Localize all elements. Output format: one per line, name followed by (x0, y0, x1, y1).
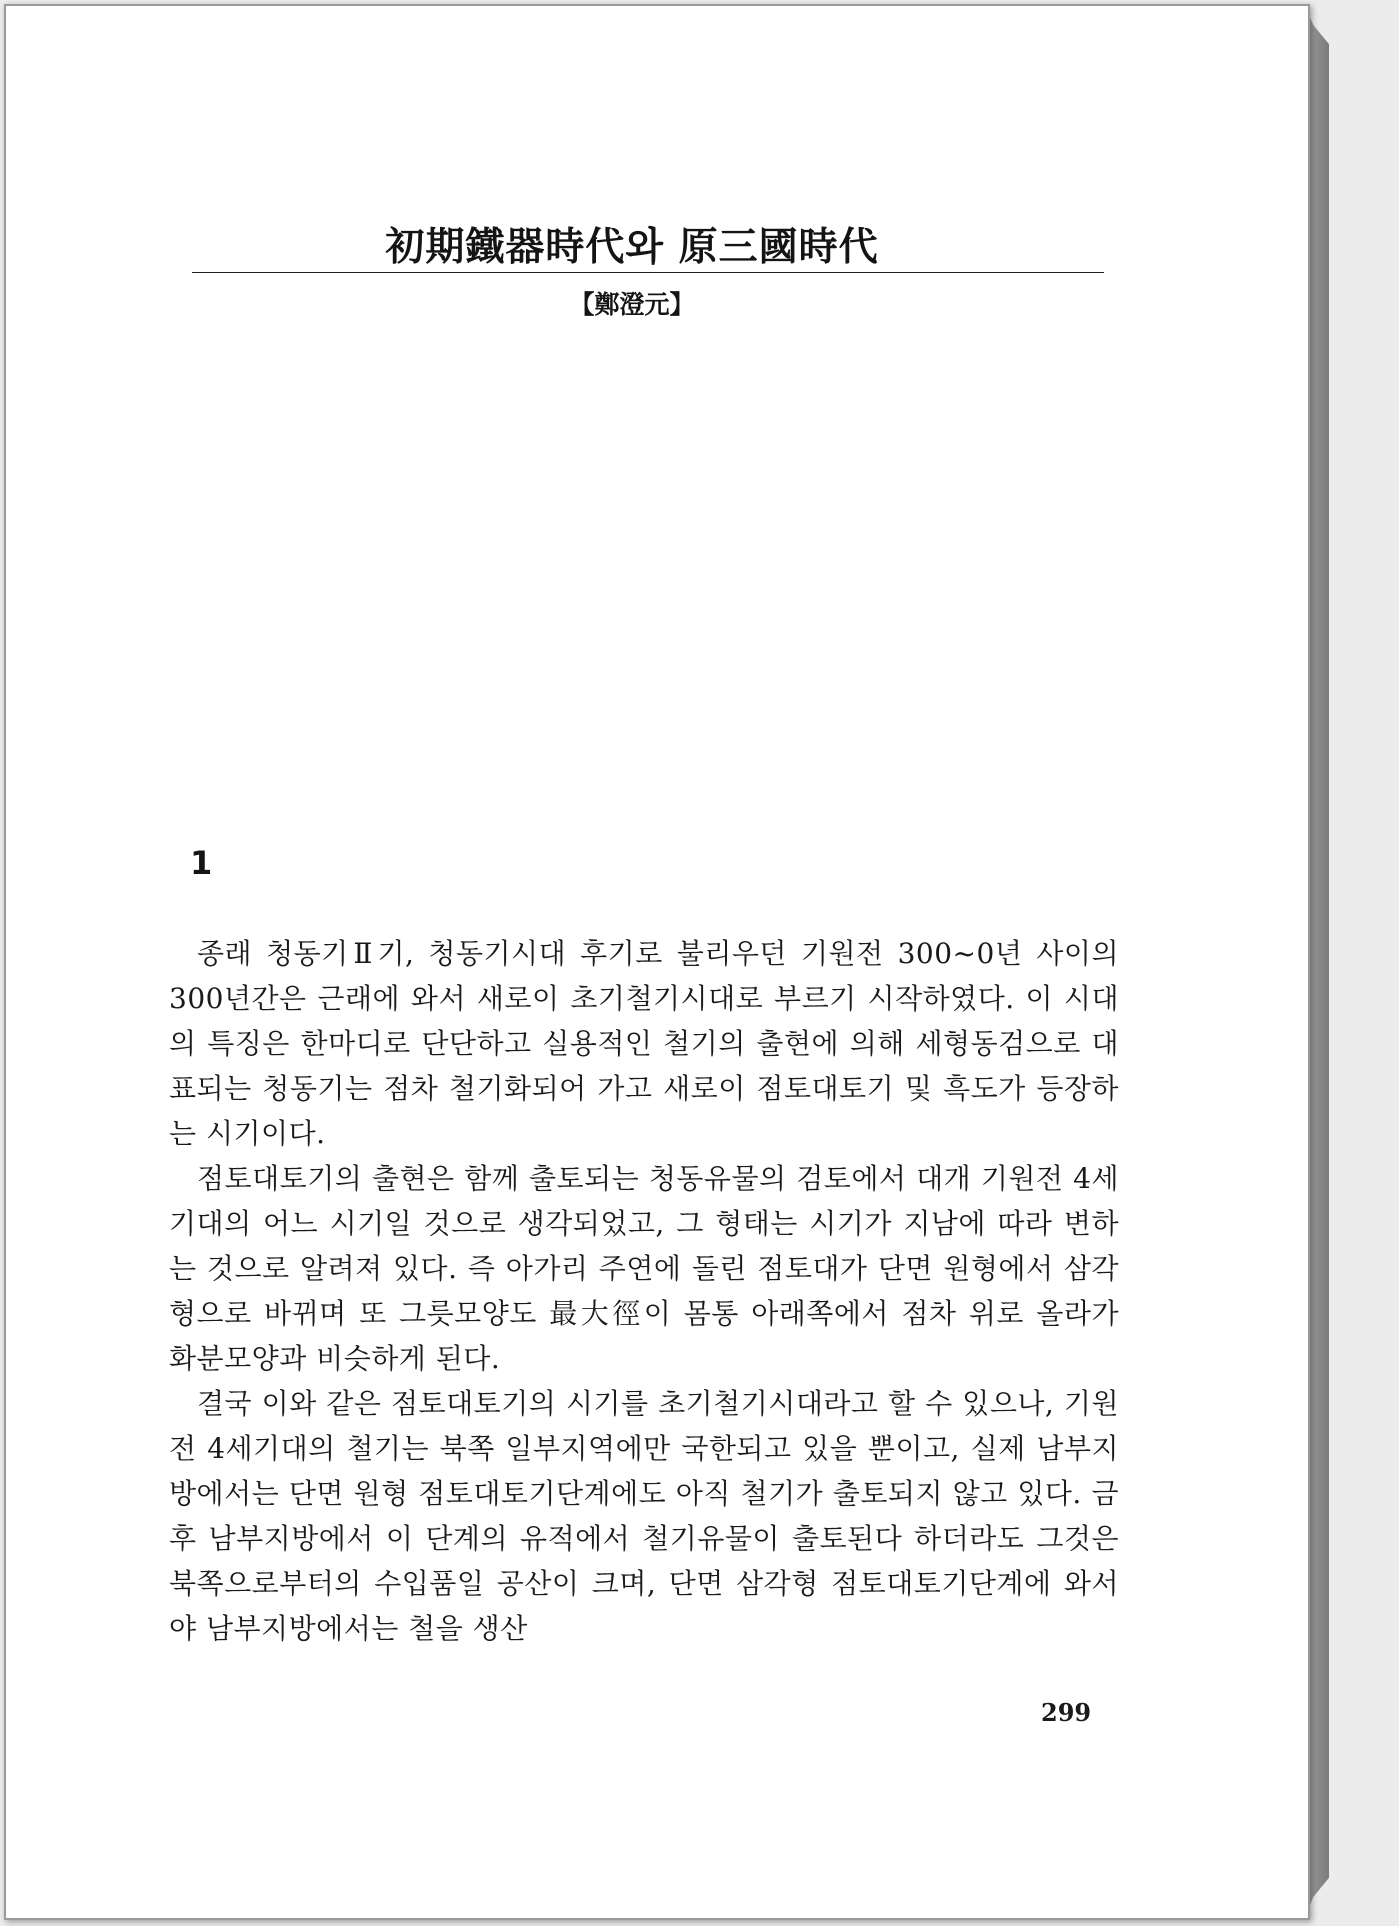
chapter-title: 初期鐵器時代와 原三國時代 (385, 224, 879, 270)
title-underline (192, 272, 1104, 273)
paragraph: 점토대토기의 출현은 함께 출토되는 청동유물의 검토에서 대개 기원전 4세기대의 어느 시기일 것으로 생각되었고, 그 형태는 시기가 지남에 따라 변하는 것으로 알려져 있다. 즉 아가리 주연에 돌린 점토대가 단면 원형에서 삼각형으로 바뀌며 또 그릇모양도 最大徑이 몸통 아래쪽에서 점차 위로 올라가 화분모양과 비슷하게 된다. (169, 1162, 1119, 1375)
paragraph: 결국 이와 같은 점토대토기의 시기를 초기철기시대라고 할 수 있으나, 기원전 4세기대의 철기는 북쪽 일부지역에만 국한되고 있을 뿐이고, 실제 남부지방에서는 단면 원형 점토대토기단계에도 아직 철기가 출토되지 않고 있다. 금후 남부지방에서 이 단계의 유적에서 철기유물이 출토된다 하더라도 그것은 북쪽으로부터의 수입품일 공산이 크며, 단면 삼각형 점토대토기단계에 와서야 남부지방에서는 철을 생산 (169, 1387, 1119, 1645)
author-name: 【鄭澄元】 (569, 290, 695, 319)
document-page (4, 4, 1310, 1920)
body-text (169, 931, 1119, 1651)
section-number: 1 (190, 844, 213, 882)
page-number: 299 (1041, 1698, 1092, 1727)
paragraph: 종래 청동기Ⅱ기, 청동기시대 후기로 불리우던 기원전 300~0년 사이의 300년간은 근래에 와서 새로이 초기철기시대로 부르기 시작하였다. 이 시대의 특징은 한마디로 단단하고 실용적인 철기의 출현에 의해 세형동검으로 대표되는 청동기는 점차 철기화되어 가고 새로이 점토대토기 및 흑도가 등장하는 시기이다. (169, 937, 1119, 1150)
